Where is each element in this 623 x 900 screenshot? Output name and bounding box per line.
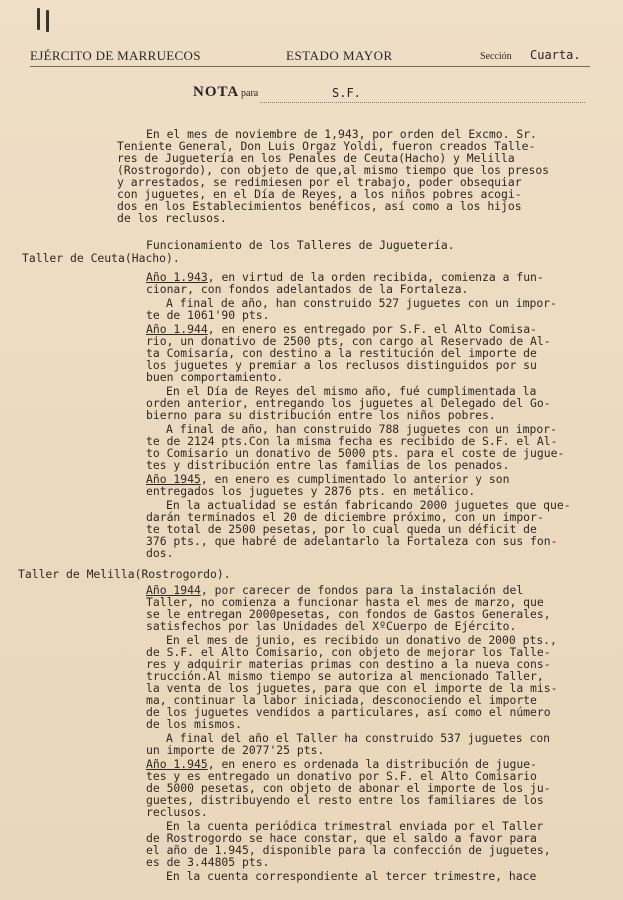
text-line: se le entregan 2000pesetas, con fondos de Gastos Generales, (146, 607, 551, 621)
text-line: En la cuenta periódica trimestral enviada por el Taller (166, 819, 544, 833)
text-line: de los mismos. (146, 717, 243, 731)
text-line: orden anterior, entregando los juguetes al Delegado del Go- (146, 396, 551, 410)
text-line: trucción.Al mismo tiempo se autoriza al mencionado Taller, (146, 669, 544, 683)
nota-dotted-rule (260, 102, 585, 103)
section-label: Sección (480, 51, 512, 62)
text-line: Taller de Ceuta(Hacho). (22, 251, 180, 265)
text-line: y arrestados, se redimiesen por el trabajo, poder obsequiar (117, 175, 522, 189)
text-line: buen comportamiento. (146, 370, 284, 384)
text-line: En la actualidad se están fabricando 2000 juguetes que que- (166, 498, 571, 512)
text-line: Funcionamiento de los Talleres de Juguetería. (146, 238, 455, 252)
text-line: es de 3.44805 pts. (146, 855, 270, 869)
text-line: rio, un donativo de 2500 pts, con cargo al Reservado de Al- (146, 334, 551, 348)
text-line: res y adquirir materias primas con destino a la nueva cons- (146, 657, 551, 671)
text-line: Año 1945, en enero es cumplimentado lo anterior y son (146, 472, 510, 486)
text-line: cionar, con fondos adelantados de la Fortaleza. (146, 282, 469, 296)
text-line: de Rostrogordo se hace constar, que el saldo a favor para (146, 831, 537, 845)
text-line: de S.F. el Alto Comisario, con objeto de mejorar los Talle- (146, 645, 551, 659)
section-value: Cuarta. (530, 48, 581, 62)
text-line: de 5000 pesetas, con objeto de abonar el importe de los ju- (146, 781, 551, 795)
text-line: reclusos. (146, 805, 208, 819)
text-line: A final de año, han construido 527 juguetes con un impor- (166, 296, 557, 310)
text-line: A final del año el Taller ha construido 537 juguetes con (166, 731, 551, 745)
letterhead-rule (30, 66, 590, 67)
text-line: te total de 2500 pesetas, por lo cual queda un déficit de (146, 522, 537, 536)
text-line: el año de 1.945, disponible para la confección de juguetes, (146, 843, 551, 857)
text-line: te de 2124 pts.Con la misma fecha es recibido de S.F. el Al- (146, 434, 558, 448)
text-line: tes y distribución entre las familias de los penados. (146, 458, 510, 472)
nota-line (0, 84, 623, 106)
text-line: to Comisario un donativo de 5000 pts. para el coste de jugue- (146, 446, 565, 460)
text-line: un importe de 2077'25 pts. (146, 743, 325, 757)
text-line: de los reclusos. (117, 211, 227, 225)
text-line: Año 1.943, en virtud de la orden recibida, comienza a fun- (146, 270, 544, 284)
text-line: En la cuenta correspondiente al tercer trimestre, hace (166, 869, 537, 883)
text-line: En el mes de junio, es recibido un donativo de 2000 pts., (166, 633, 557, 647)
text-line: te de 1061'90 pts. (146, 308, 270, 322)
text-line: En el Día de Reyes del mismo año, fué cumplimentada la (166, 384, 537, 398)
text-line: Año 1944, por carecer de fondos para la instalación del (146, 583, 524, 597)
text-line: ta Comisaría, con destino a la restitución del importe de (146, 346, 537, 360)
margin-ink-mark (46, 10, 49, 32)
text-line: los juguetes y premiar a los reclusos distinguidos por su (146, 358, 537, 372)
text-line: Año 1.945, en enero es ordenada la distribución de jugue- (146, 757, 537, 771)
nota-para-label: para (241, 88, 259, 99)
text-line: (Rostrogordo), con objeto de que,al mismo tiempo que los presos (117, 163, 550, 177)
nota-recipient: S.F. (332, 86, 361, 100)
text-line: Teniente General, Don Luis Orgaz Yoldi, fueron creados Talle- (117, 139, 536, 153)
text-line: Taller, no comienza a funcionar hasta el mes de marzo, que (146, 595, 544, 609)
text-line: Taller de Melilla(Rostrogordo). (18, 567, 231, 581)
text-line: de los juguetes vendidos a particulares, así como el número (146, 705, 551, 719)
text-line: guetes, distribuyendo el resto entre los familiares de los (146, 793, 544, 807)
text-line: dos en los Establecimientos benéficos, así como a los hijos (117, 199, 522, 213)
text-line: darán terminados el 20 de diciembre próximo, con un impor- (146, 510, 544, 524)
text-line: con juguetes, en el Día de Reyes, a los niños pobres acogi- (117, 187, 522, 201)
text-line: satisfechos por las Unidades del XºCuerpo de Ejército. (146, 619, 517, 633)
text-line: tes y es entregado un donativo por S.F. el Alto Comisario (146, 769, 537, 783)
text-line: Año 1.944, en enero es entregado por S.F. el Alto Comisa- (146, 322, 537, 336)
text-line: bierno para su distribución entre los niños pobres. (146, 408, 496, 422)
margin-ink-mark (37, 8, 40, 30)
letterhead-army: EJÉRCITO DE MARRUECOS (30, 48, 201, 63)
text-line: dos. (146, 546, 174, 560)
text-line: entregados los juguetes y 2876 pts. en metálico. (146, 484, 476, 498)
letterhead-staff: ESTADO MAYOR (286, 48, 393, 63)
text-line: 376 pts., que habré de adelantarlo la Fortaleza con sus fon- (146, 534, 558, 548)
text-line: A final de año, han construido 788 juguetes con un impor- (166, 422, 557, 436)
nota-label: NOTA (193, 84, 240, 100)
text-line: En el mes de noviembre de 1,943, por orden del Excmo. Sr. (146, 127, 537, 141)
text-line: la venta de los juguetes, para que con el importe de la mis- (146, 681, 558, 695)
text-line: res de Juguetería en los Penales de Ceuta(Hacho) y Melilla (117, 151, 515, 165)
letterhead (0, 40, 623, 70)
text-line: ma, continuar la labor iniciada, desconociendo el importe (146, 693, 537, 707)
